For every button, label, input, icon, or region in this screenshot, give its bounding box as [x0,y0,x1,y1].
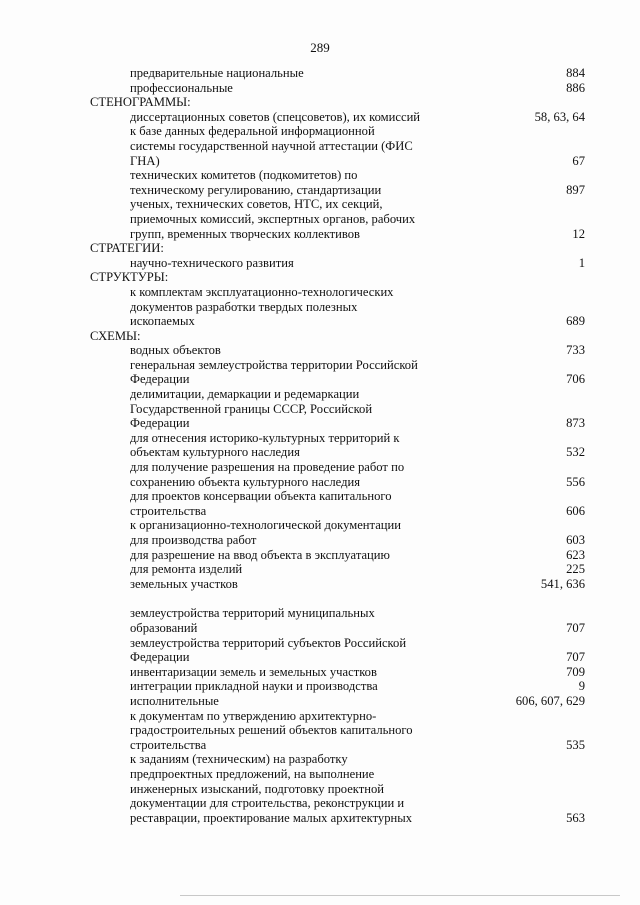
index-entry [90,168,585,197]
entry-text-line: водных объектов [130,343,221,358]
index-heading [90,241,585,256]
page-reference: 606 [566,503,585,518]
entry-text [90,518,566,547]
entry-text-line: ученых, технических советов, НТС, их секций, [130,197,383,212]
entry-text-line: к комплектам эксплуатационно-технологических [130,284,394,299]
index-entry [90,694,585,709]
entry-text-line: предпроектных предложений, на выполнение [130,766,375,781]
entry-text [90,679,579,694]
page-reference: 873 [566,416,585,431]
entry-text [90,752,566,825]
entry-text [90,387,566,431]
index-entry [90,110,585,125]
entry-text-line: групп, временных творческих коллективов [130,226,360,241]
entry-text [90,343,566,358]
entry-text [90,256,579,271]
bottom-rule [180,895,620,896]
entry-text-line: ГНА) [130,153,160,168]
entry-text-line: для разрешение на ввод объекта в эксплуатацию [130,547,390,562]
page-reference: 58, 63, 64 [534,109,585,124]
index-entry [90,343,585,358]
index-entry [90,256,585,271]
index-entry [90,562,585,577]
entry-text-line: профессиональные [130,80,233,95]
page-reference: 897 [566,182,585,197]
page-reference: 733 [566,343,585,358]
entry-text [90,197,572,241]
entry-text-line: генеральная землеустройства территории Российской [130,357,418,372]
heading-text [90,95,585,110]
entry-text-line: объектам культурного наследия [130,445,300,460]
index-entry [90,679,585,694]
entry-text-line: Федерации [130,650,190,665]
page-reference: 225 [566,562,585,577]
entry-text-line: инвентаризации земель и земельных участков [130,664,377,679]
entry-text-line: Государственной границы СССР, Российской [130,401,373,416]
entry-text [90,665,566,680]
index-entry [90,431,585,460]
page-reference: 67 [572,153,585,168]
entry-text [90,285,566,329]
entry-text [90,431,566,460]
index-entry [90,358,585,387]
entry-text-line: градостроительных решений объектов капитального [130,723,413,738]
index-entry [90,197,585,241]
page-reference: 9 [578,679,585,694]
page-reference: 603 [566,533,585,547]
entry-text-line: землеустройства территорий муниципальных [130,606,375,621]
index-entry [90,460,585,489]
entry-text-line: Федерации [130,416,190,431]
index-entry [90,66,585,81]
entry-text-line: исполнительные [130,693,219,708]
page-reference: 532 [566,445,585,460]
entry-text-line: ископаемых [130,314,195,329]
entry-text [90,636,566,665]
entry-text-line: СТРАТЕГИИ: [90,241,164,256]
entry-text-line: к базе данных федеральной информационной [130,124,375,139]
entry-text-line: землеустройства территорий субъектов Российской [130,635,407,650]
entry-text [90,110,535,125]
page-reference: 535 [566,737,585,752]
page-reference: 606, 607, 629 [515,693,585,708]
index-heading [90,329,585,344]
subject-index [90,66,585,825]
entry-text-line: сохранению объекта культурного наследия [130,474,361,489]
index-entry [90,548,585,563]
entry-text-line: СТЕНОГРАММЫ: [90,95,191,110]
index-entry [90,709,585,753]
entry-text-line: строительства [130,503,207,518]
index-entry [90,285,585,329]
index-heading [90,270,585,285]
entry-text-line: для отнесения историко-культурных территорий к [130,430,400,445]
page-reference: 707 [566,620,585,635]
page-reference: 556 [566,474,585,489]
entry-text-line: интеграции прикладной науки и производства [130,679,378,694]
entry-text-line: строительства [130,737,207,752]
index-entry [90,81,585,96]
entry-text-line: системы государственной научной аттестации (ФИС [130,138,413,153]
index-entry [90,606,585,635]
entry-text [90,66,566,81]
index-entry [90,489,585,518]
entry-text [90,358,566,387]
entry-text-line: реставрации, проектирование малых архитектурных [130,810,413,825]
entry-text-line: Федерации [130,372,190,387]
index-entry [90,665,585,680]
heading-text [90,241,585,256]
entry-text [90,709,566,753]
entry-text [90,548,566,563]
index-gap [90,591,585,606]
entry-text-line: СХЕМЫ: [90,328,141,343]
index-entry [90,636,585,665]
entry-text-line: делимитации, демаркации и редемаркации [130,387,360,402]
entry-text [90,606,566,635]
entry-text-line: диссертационных советов (спецсоветов), их комиссий [130,109,421,124]
entry-text-line: приемочных комиссий, экспертных органов, рабочих [130,211,416,226]
entry-text [90,81,566,96]
entry-text [90,460,566,489]
entry-text-line: документации для строительства, реконструкции и [130,796,405,811]
entry-text-line: к организационно-технологической документации [130,518,402,533]
page-reference: 1 [578,255,585,270]
index-entry [90,124,585,168]
entry-text-line: для ремонта изделий [130,562,243,577]
entry-text-line: СТРУКТУРЫ: [90,270,169,285]
heading-text [90,270,585,285]
entry-text [90,577,541,592]
entry-text-line: к документам по утверждению архитектурно- [130,708,377,723]
page-reference: 886 [566,80,585,95]
entry-text-line: документов разработки твердых полезных [130,299,358,314]
page-reference: 563 [566,810,585,825]
index-entry [90,387,585,431]
entry-text-line: для производства работ [130,533,257,547]
page-number: 289 [310,40,330,55]
entry-text-line: предварительные национальные [130,66,304,80]
entry-text-line: инженерных изысканий, подготовку проектной [130,781,385,796]
page-reference: 689 [566,314,585,329]
index-entry [90,577,585,592]
entry-text-line: к заданиям (техническим) на разработку [130,752,348,767]
index-heading [90,95,585,110]
page-reference: 541, 636 [540,576,585,591]
page-reference: 623 [566,547,585,562]
page-reference: 707 [566,650,585,665]
entry-text-line: образований [130,620,198,635]
entry-text-line: земельных участков [130,576,238,591]
heading-text [90,329,585,344]
index-entry [90,518,585,547]
entry-text [90,562,566,577]
entry-text [90,124,572,168]
page-reference: 706 [566,372,585,387]
page-reference: 884 [566,66,585,80]
index-entry [90,752,585,825]
page-reference: 12 [572,226,585,241]
entry-text-line: техническому регулированию, стандартизации [130,182,382,197]
entry-text-line: для получение разрешения на проведение работ по [130,460,405,475]
page-reference: 709 [566,664,585,679]
entry-text [90,168,566,197]
entry-text [90,694,516,709]
entry-text-line: научно-технического развития [130,255,294,270]
entry-text-line: для проектов консервации объекта капитального [130,489,392,504]
entry-text-line: технических комитетов (подкомитетов) по [130,168,358,183]
entry-text [90,489,566,518]
